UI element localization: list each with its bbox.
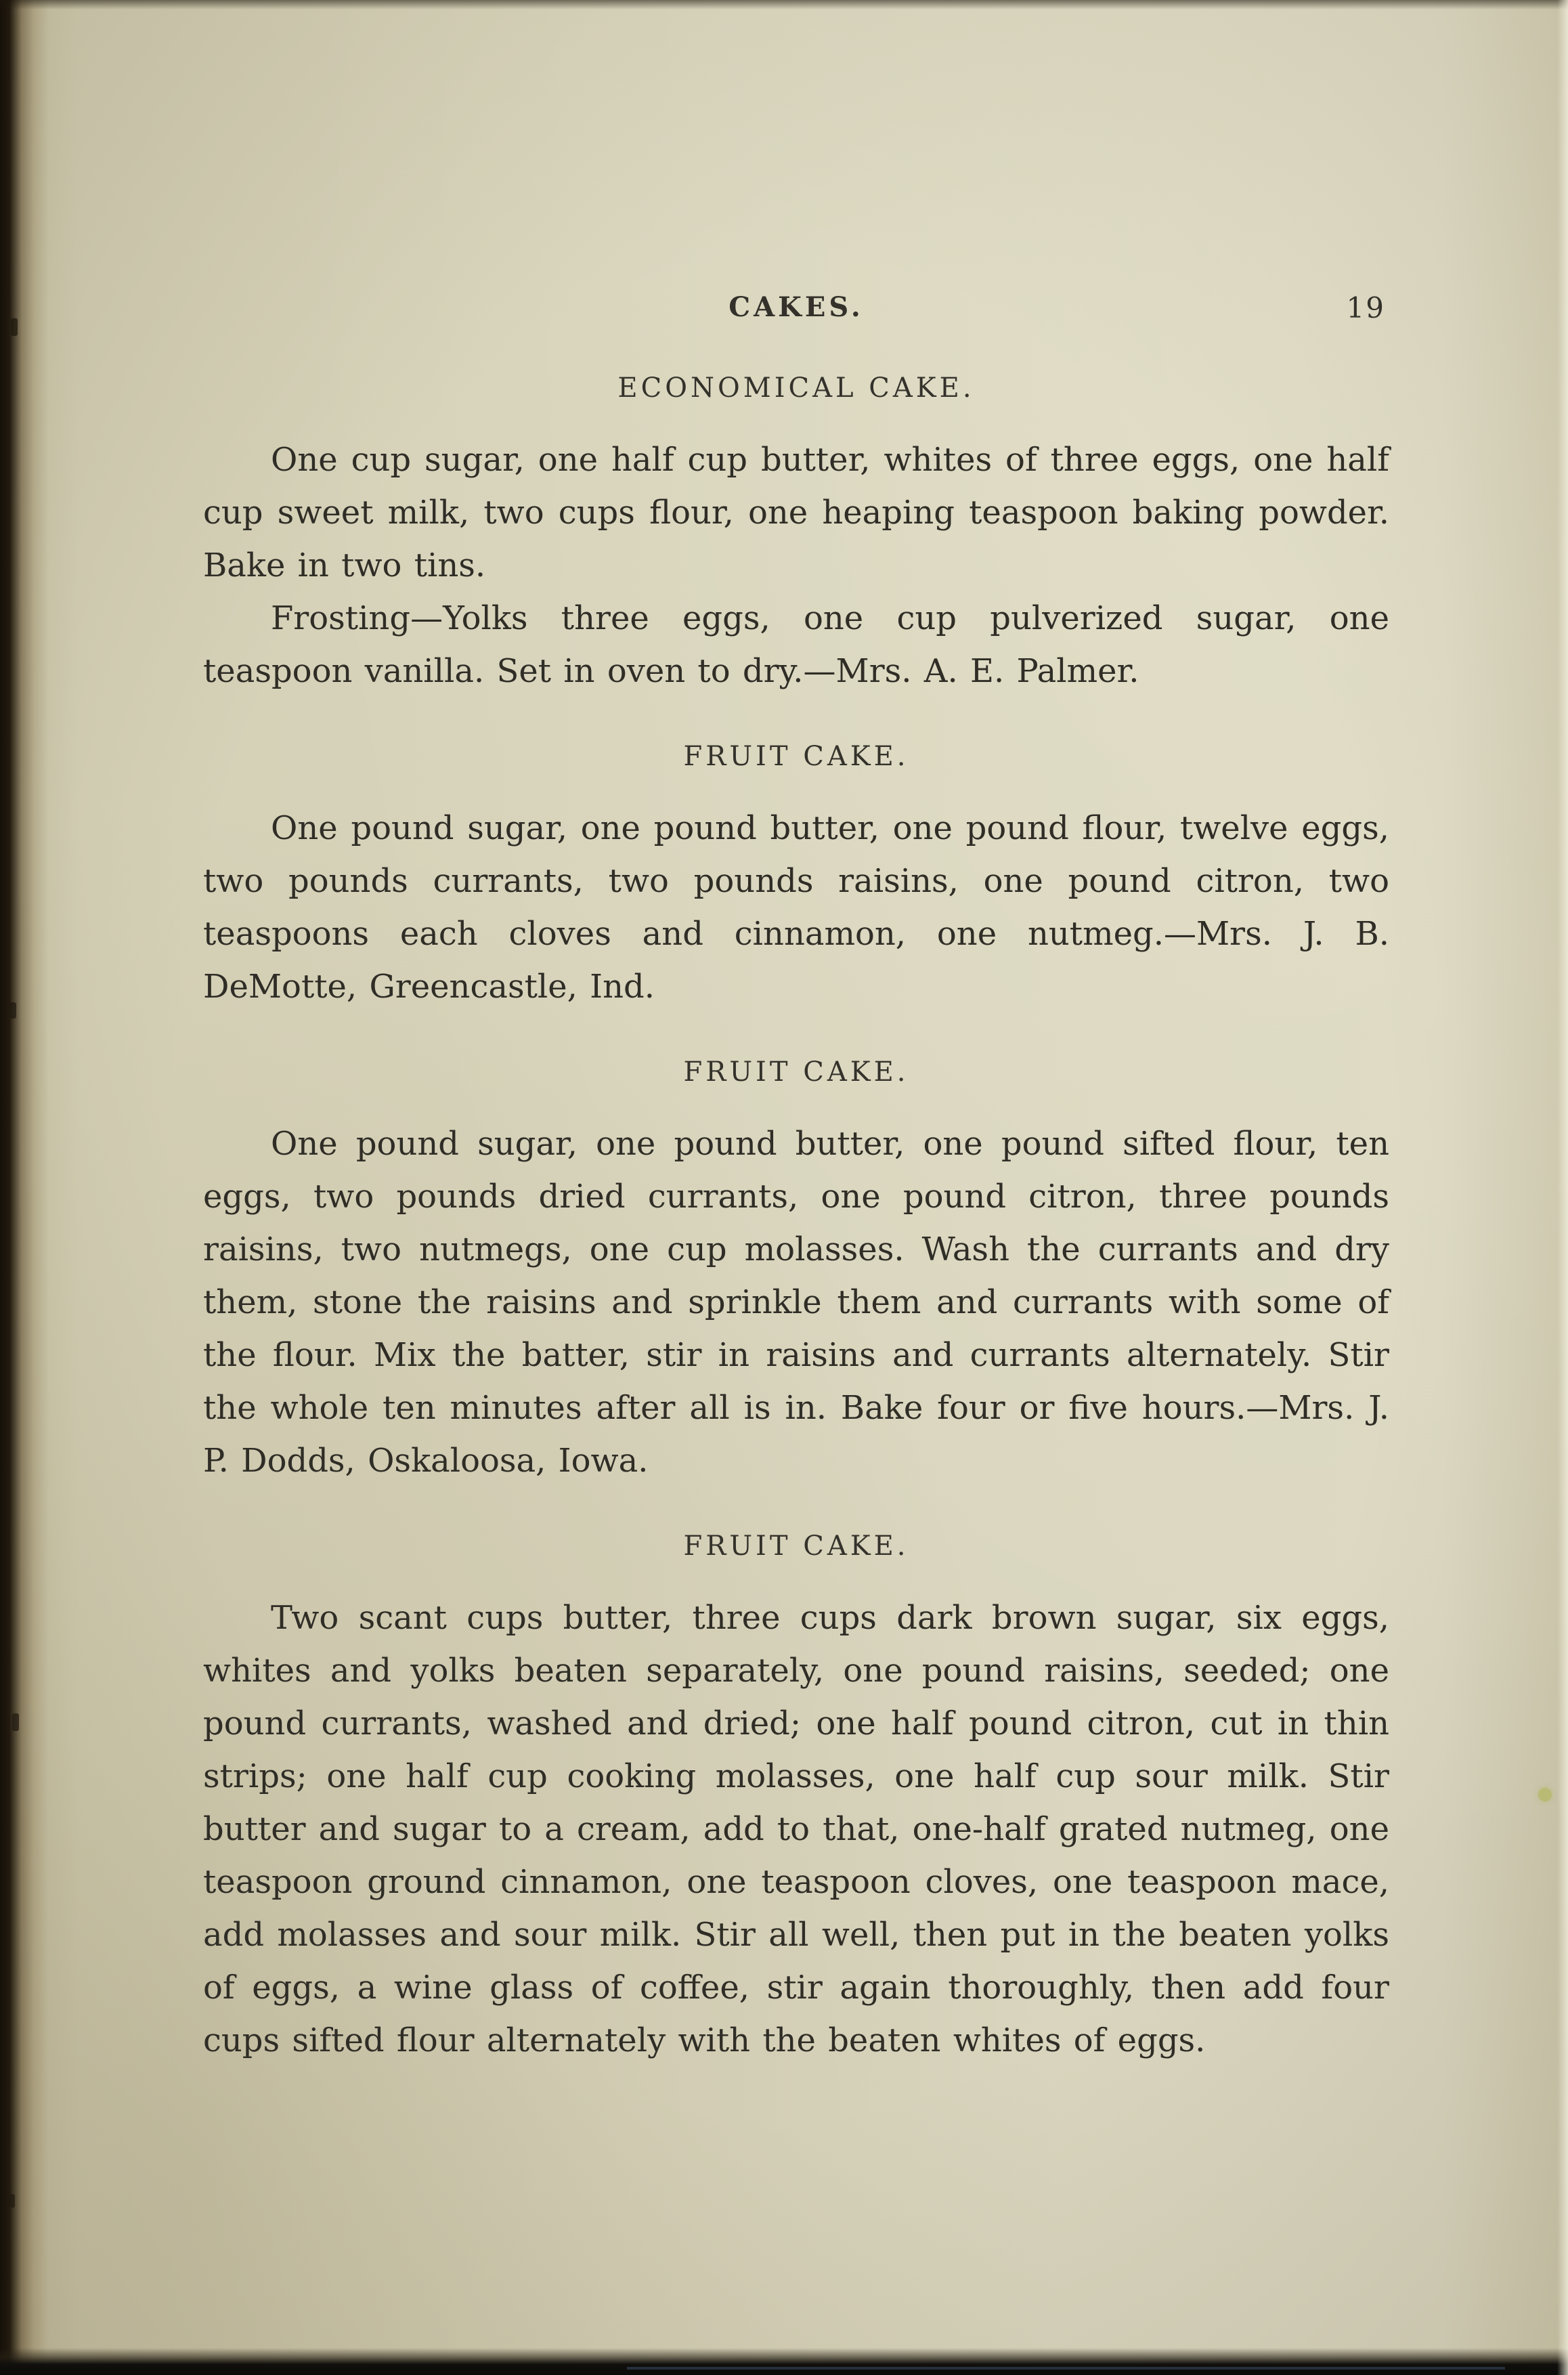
recipe-section-fruit-cake-3 [203,1531,1389,2067]
page-bottom-edge [0,2348,1568,2375]
running-header [203,291,1389,329]
recipe-heading: FRUIT CAKE. [683,741,909,772]
page-binding-edge [0,0,49,2375]
paper-stain-dot [1538,1788,1552,1801]
running-header-title: CAKES. [728,291,864,323]
paper-speck [9,2194,15,2208]
recipe-section-fruit-cake-1 [203,741,1389,1013]
recipe-paragraph: One cup sugar, one half cup butter, whites of three eggs, one half cup sweet milk, two cups flour, one heaping teaspoon baking powder. Bake in two tins. [203,441,1389,584]
recipe-paragraph: Frosting—Yolks three eggs, one cup pulverized sugar, one teaspoon vanilla. Set in oven to dry.—Mrs. A. E. Palmer. [203,599,1389,690]
recipe-paragraph: One pound sugar, one pound butter, one pound sifted flour, ten eggs, two pounds dried currants, one pound citron, three pounds raisins, two nutmegs, one cup molasses. Wash the currants and dry them, stone the raisins and sprinkle them and currants with some of the flour. Mix the batter, stir in raisins and currants alternately. Stir the whole ten minutes after all is in. Bake four or five hours.—Mrs. J. P. Dodds, Oskaloosa, Iowa. [203,1125,1389,1480]
paper-speck [11,318,18,336]
recipe-section-economical-cake [203,372,1389,698]
paper-speck [12,1713,19,1731]
recipe-heading: ECONOMICAL CAKE. [617,372,975,404]
page-right-edge [1557,0,1568,2375]
paper-speck [9,1002,16,1019]
page-content [203,291,1389,2067]
page-number: 19 [1346,291,1385,324]
recipe-paragraph: Two scant cups butter, three cups dark brown sugar, six eggs, whites and yolks beaten separately, one pound raisins, seeded; one pound currants, washed and dried; one half pound citron, cut in thin strips; one half cup cooking molasses, one half cup sour milk. Stir butter and sugar to a cream, add to that, one-half grated nutmeg, one teaspoon ground cinnamon, one teaspoon cloves, one teaspoon mace, add molasses and sour milk. Stir all well, then put in the beaten yolks of eggs, a wine glass of coffee, stir again thoroughly, then add four cups sifted flour alternately with the beaten whites of eggs. [203,1599,1389,2059]
recipe-paragraph: One pound sugar, one pound butter, one pound flour, twelve eggs, two pounds currants, two pounds raisins, one pound citron, two teaspoons each cloves and cinnamon, one nutmeg.—Mrs. J. B. DeMotte, Greencastle, Ind. [203,809,1389,1006]
recipe-section-fruit-cake-2 [203,1056,1389,1487]
recipe-heading: FRUIT CAKE. [683,1531,909,1562]
page-top-edge [0,0,1568,9]
recipe-heading: FRUIT CAKE. [683,1056,909,1088]
